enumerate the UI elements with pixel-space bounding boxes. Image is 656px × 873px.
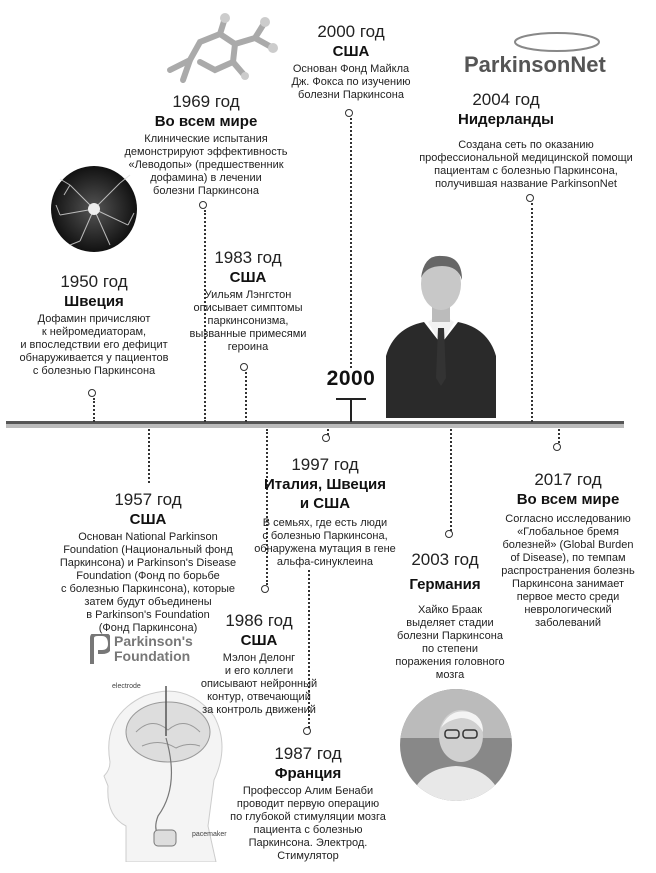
connector-1983 xyxy=(245,372,247,422)
desc-line: Foundation (Фонд по борьбе xyxy=(76,570,220,582)
event-1997-place: Италия, Швеция xyxy=(264,476,386,493)
event-2003 xyxy=(394,550,506,682)
desc-line: дофамина) в лечении xyxy=(150,172,262,184)
desc-line: Клинические испытания xyxy=(144,133,268,145)
desc-line: затем будут объединены xyxy=(84,596,212,608)
event-1957-year: 1957 год xyxy=(114,490,182,509)
event-1950-place: Швеция xyxy=(64,293,124,310)
event-1983 xyxy=(186,248,310,354)
desc-line: проводит первую операцию xyxy=(236,798,380,810)
event-1987-desc xyxy=(218,785,398,863)
desc-line: альфа-синуклеина xyxy=(276,556,374,568)
desc-line: мозга xyxy=(435,669,465,681)
desc-line: Паркинсона. Электрод. xyxy=(248,837,368,849)
desc-line: Мэлон Делонг xyxy=(222,652,296,664)
desc-line: неврологический xyxy=(524,604,612,616)
connector-2003 xyxy=(450,429,452,531)
desc-line: демонстрируют эффективность xyxy=(124,146,288,158)
event-1997-year: 1997 год xyxy=(291,455,359,474)
event-1957-place: США xyxy=(129,511,167,528)
event-1997-place-2: и США xyxy=(299,495,351,512)
desc-line: пациента с болезнью xyxy=(253,824,363,836)
desc-line: Профессор Алим Бенаби xyxy=(242,785,374,797)
desc-line: вызванные примесями xyxy=(189,328,307,340)
desc-line: болезней» (Global Burden xyxy=(502,539,634,551)
desc-line: по степени xyxy=(422,643,478,655)
event-1997 xyxy=(246,455,404,569)
event-2003-year: 2003 год xyxy=(411,550,479,569)
electrode-label: electrode xyxy=(112,683,141,690)
year-2000-marker: 2000 xyxy=(326,367,376,390)
event-1969-place: Во всем мире xyxy=(154,113,258,130)
desc-line: с болезнью Паркинсона, xyxy=(262,530,388,542)
event-1987-year: 1987 год xyxy=(274,744,342,763)
desc-line: поражения головного xyxy=(395,656,505,668)
desc-line: профессиональной медицинской помощи xyxy=(419,152,633,164)
man-portrait-photo xyxy=(386,248,496,418)
event-2004-year: 2004 год xyxy=(472,90,540,109)
desc-line: с болезнью Паркинсона xyxy=(32,365,156,377)
event-2000-place: США xyxy=(332,43,370,60)
event-2003-desc xyxy=(394,604,506,682)
event-2004 xyxy=(396,90,656,191)
event-2004-place: Нидерланды xyxy=(458,111,554,128)
desc-line: с болезнью Паркинсона), которые xyxy=(60,583,236,595)
node-1950 xyxy=(88,389,96,397)
node-2003 xyxy=(445,530,453,538)
pf-logo-line1: Parkinson's xyxy=(114,633,193,649)
desc-line: Foundation (Национальный фонд xyxy=(63,544,233,556)
event-2017-place: Во всем мире xyxy=(516,491,620,508)
desc-line: Основан Фонд Майкла xyxy=(292,63,410,75)
event-2017-desc xyxy=(494,513,642,630)
event-1986 xyxy=(196,611,322,717)
desc-line: по глубокой стимуляции мозга xyxy=(230,811,386,823)
timeline-axis xyxy=(6,421,624,429)
desc-line: Хайко Браак xyxy=(417,604,483,616)
desc-line: Паркинсона занимает xyxy=(511,578,624,590)
event-1987 xyxy=(218,744,398,863)
desc-line: паркинсонизма, xyxy=(207,315,289,327)
event-2004-desc xyxy=(396,139,656,191)
desc-line: В семьях, где есть люди xyxy=(262,517,388,529)
desc-line: обнаруживается у пациентов xyxy=(19,352,169,364)
desc-line: пациентам с болезнью Паркинсона, xyxy=(434,165,618,177)
event-1983-year: 1983 год xyxy=(214,248,282,267)
pacemaker-label: pacemaker xyxy=(192,831,227,838)
event-1950 xyxy=(10,272,178,378)
event-1997-desc xyxy=(246,517,404,569)
desc-line: заболеваний xyxy=(534,617,602,629)
connector-2017 xyxy=(558,429,560,443)
parkinsons-foundation-logo xyxy=(90,634,193,664)
node-2004 xyxy=(526,194,534,202)
parkinsonnet-logo-text: ParkinsonNet xyxy=(464,52,606,77)
event-1969 xyxy=(110,92,302,198)
desc-line: Согласно исследованию xyxy=(505,513,631,525)
scientist-photo xyxy=(399,688,513,802)
node-2000 xyxy=(345,109,353,117)
node-1997 xyxy=(322,434,330,442)
desc-line: выделяет стадии xyxy=(406,617,494,629)
node-1983 xyxy=(240,363,248,371)
event-1986-desc xyxy=(196,652,322,717)
molecule-illustration xyxy=(165,12,285,84)
desc-line: описывают нейронный xyxy=(200,678,318,690)
connector-1950 xyxy=(93,398,95,422)
desc-line: of Disease), по темпам xyxy=(510,552,626,564)
desc-line: героина xyxy=(227,341,269,353)
desc-line: первое место среди xyxy=(516,591,620,603)
connector-2004 xyxy=(531,203,533,422)
year-2000-tick xyxy=(350,398,352,422)
desc-line: контур, отвечающий xyxy=(207,691,311,703)
event-2003-place: Германия xyxy=(409,576,481,593)
desc-line: болезни Паркинсона xyxy=(298,89,404,101)
event-1983-place: США xyxy=(229,269,267,286)
desc-line: за контроль движений xyxy=(202,704,316,716)
desc-line: «Леводопы» (предшественник xyxy=(128,159,284,171)
desc-line: Дж. Фокса по изучению xyxy=(291,76,411,88)
desc-line: и его коллеги xyxy=(224,665,294,677)
desc-line: и впоследствии его дефицит xyxy=(20,339,168,351)
event-1950-desc xyxy=(10,313,178,378)
swoosh-icon xyxy=(512,30,602,54)
connector-2000 xyxy=(350,118,352,368)
desc-line: Дофамин причисляют xyxy=(37,313,151,325)
event-1986-year: 1986 год xyxy=(225,611,293,630)
node-1986 xyxy=(261,585,269,593)
desc-line: болезни Паркинсона xyxy=(397,630,503,642)
event-1983-desc xyxy=(186,289,310,354)
event-2017 xyxy=(494,470,642,630)
node-2017 xyxy=(553,443,561,451)
node-1969 xyxy=(199,201,207,209)
desc-line: распространения болезнь xyxy=(501,565,635,577)
event-2017-year: 2017 год xyxy=(534,470,602,489)
desc-line: Создана сеть по оказанию xyxy=(458,139,594,151)
desc-line: Паркинсона) и Parkinson's Disease xyxy=(59,557,237,569)
event-1987-place: Франция xyxy=(274,765,342,782)
desc-line: получившая название ParkinsonNet xyxy=(435,178,617,190)
desc-line: описывает симптомы xyxy=(193,302,303,314)
desc-line: Основан National Parkinson xyxy=(78,531,218,543)
event-1969-year: 1969 год xyxy=(172,92,240,111)
desc-line: в Parkinson's Foundation xyxy=(86,609,210,621)
pf-mark-icon xyxy=(90,634,110,664)
pf-logo-line2: Foundation xyxy=(114,648,191,664)
desc-line: болезни Паркинсона xyxy=(153,185,259,197)
connector-1957 xyxy=(148,429,150,483)
desc-line: к нейромедиаторам, xyxy=(41,326,147,338)
event-1950-year: 1950 год xyxy=(60,272,128,291)
desc-line: Уильям Лэнгстон xyxy=(204,289,292,301)
event-2000-year: 2000 год xyxy=(317,22,385,41)
parkinsonnet-logo xyxy=(464,52,606,78)
desc-line: обнаружена мутация в гене xyxy=(254,543,396,555)
desc-line: Стимулятор xyxy=(277,850,339,862)
desc-line: (Фонд Паркинсона) xyxy=(98,622,198,634)
node-1987 xyxy=(303,727,311,735)
event-1986-place: США xyxy=(240,632,278,649)
desc-line: «Глобальное бремя xyxy=(517,526,619,538)
event-1969-desc xyxy=(110,133,302,198)
